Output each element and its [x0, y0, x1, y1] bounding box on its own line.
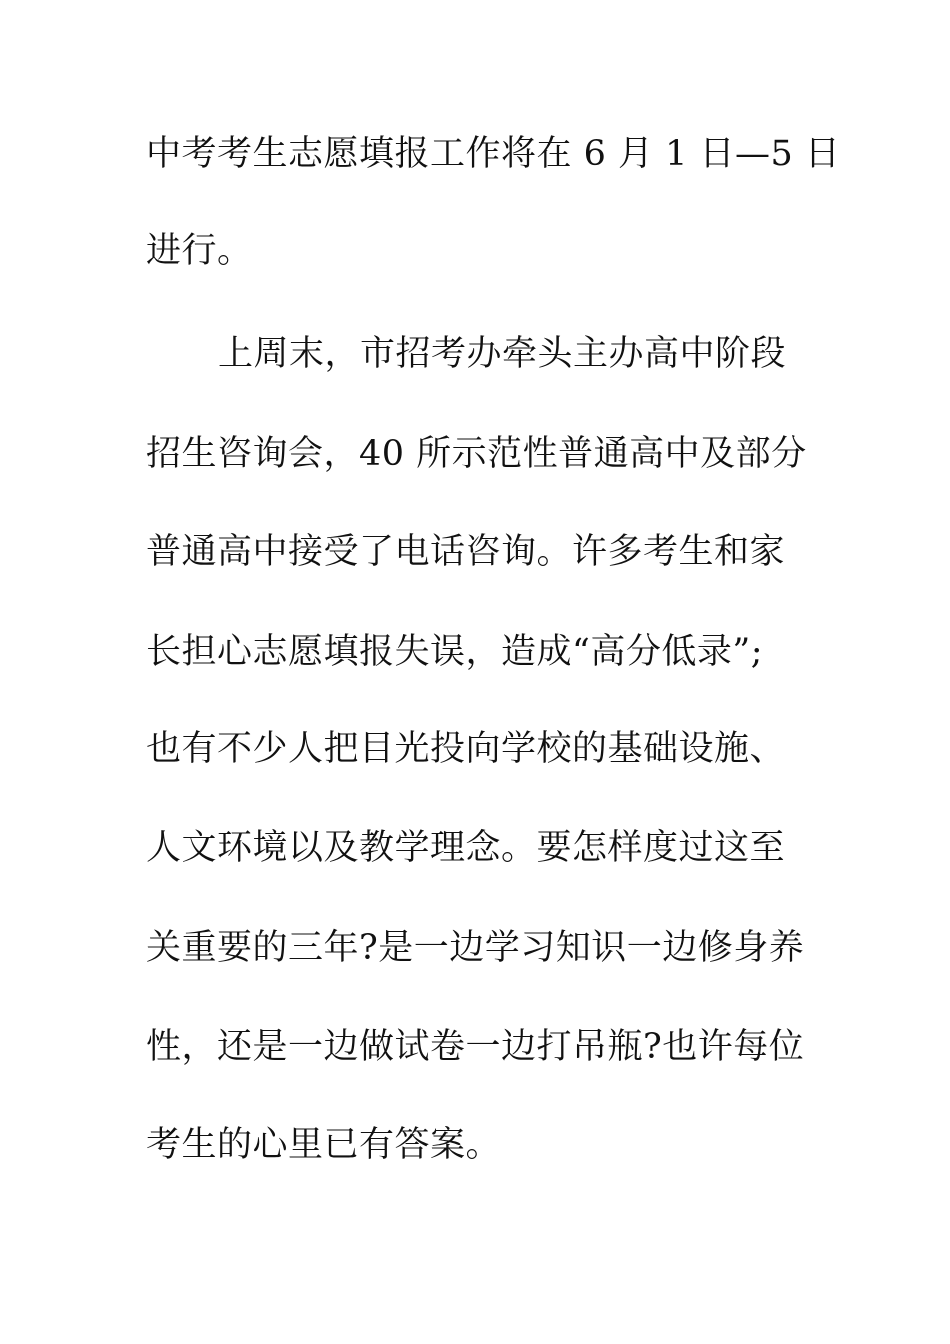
text-line: 招生咨询会，40 所示范性普通高中及部分: [146, 434, 807, 474]
text-line: 上周末，市招考办牵头主办高中阶段: [218, 334, 787, 374]
text-line: 长担心志愿填报失误，造成“高分低录”;: [146, 632, 764, 672]
text-line: 关重要的三年?是一边学习知识一边修身养: [146, 928, 805, 968]
text-line: 人文环境以及教学理念。要怎样度过这至: [146, 828, 786, 868]
text-line: 普通高中接受了电话咨询。许多考生和家: [146, 532, 786, 572]
text-line: 考生的心里已有答案。: [146, 1125, 502, 1165]
text-line: 也有不少人把目光投向学校的基础设施、: [146, 729, 786, 769]
text-line: 性，还是一边做试卷一边打吊瓶?也许每位: [146, 1027, 805, 1067]
text-line: 进行。: [146, 231, 253, 271]
text-line: 中考考生志愿填报工作将在 6 月 1 日—5 日: [146, 134, 841, 174]
